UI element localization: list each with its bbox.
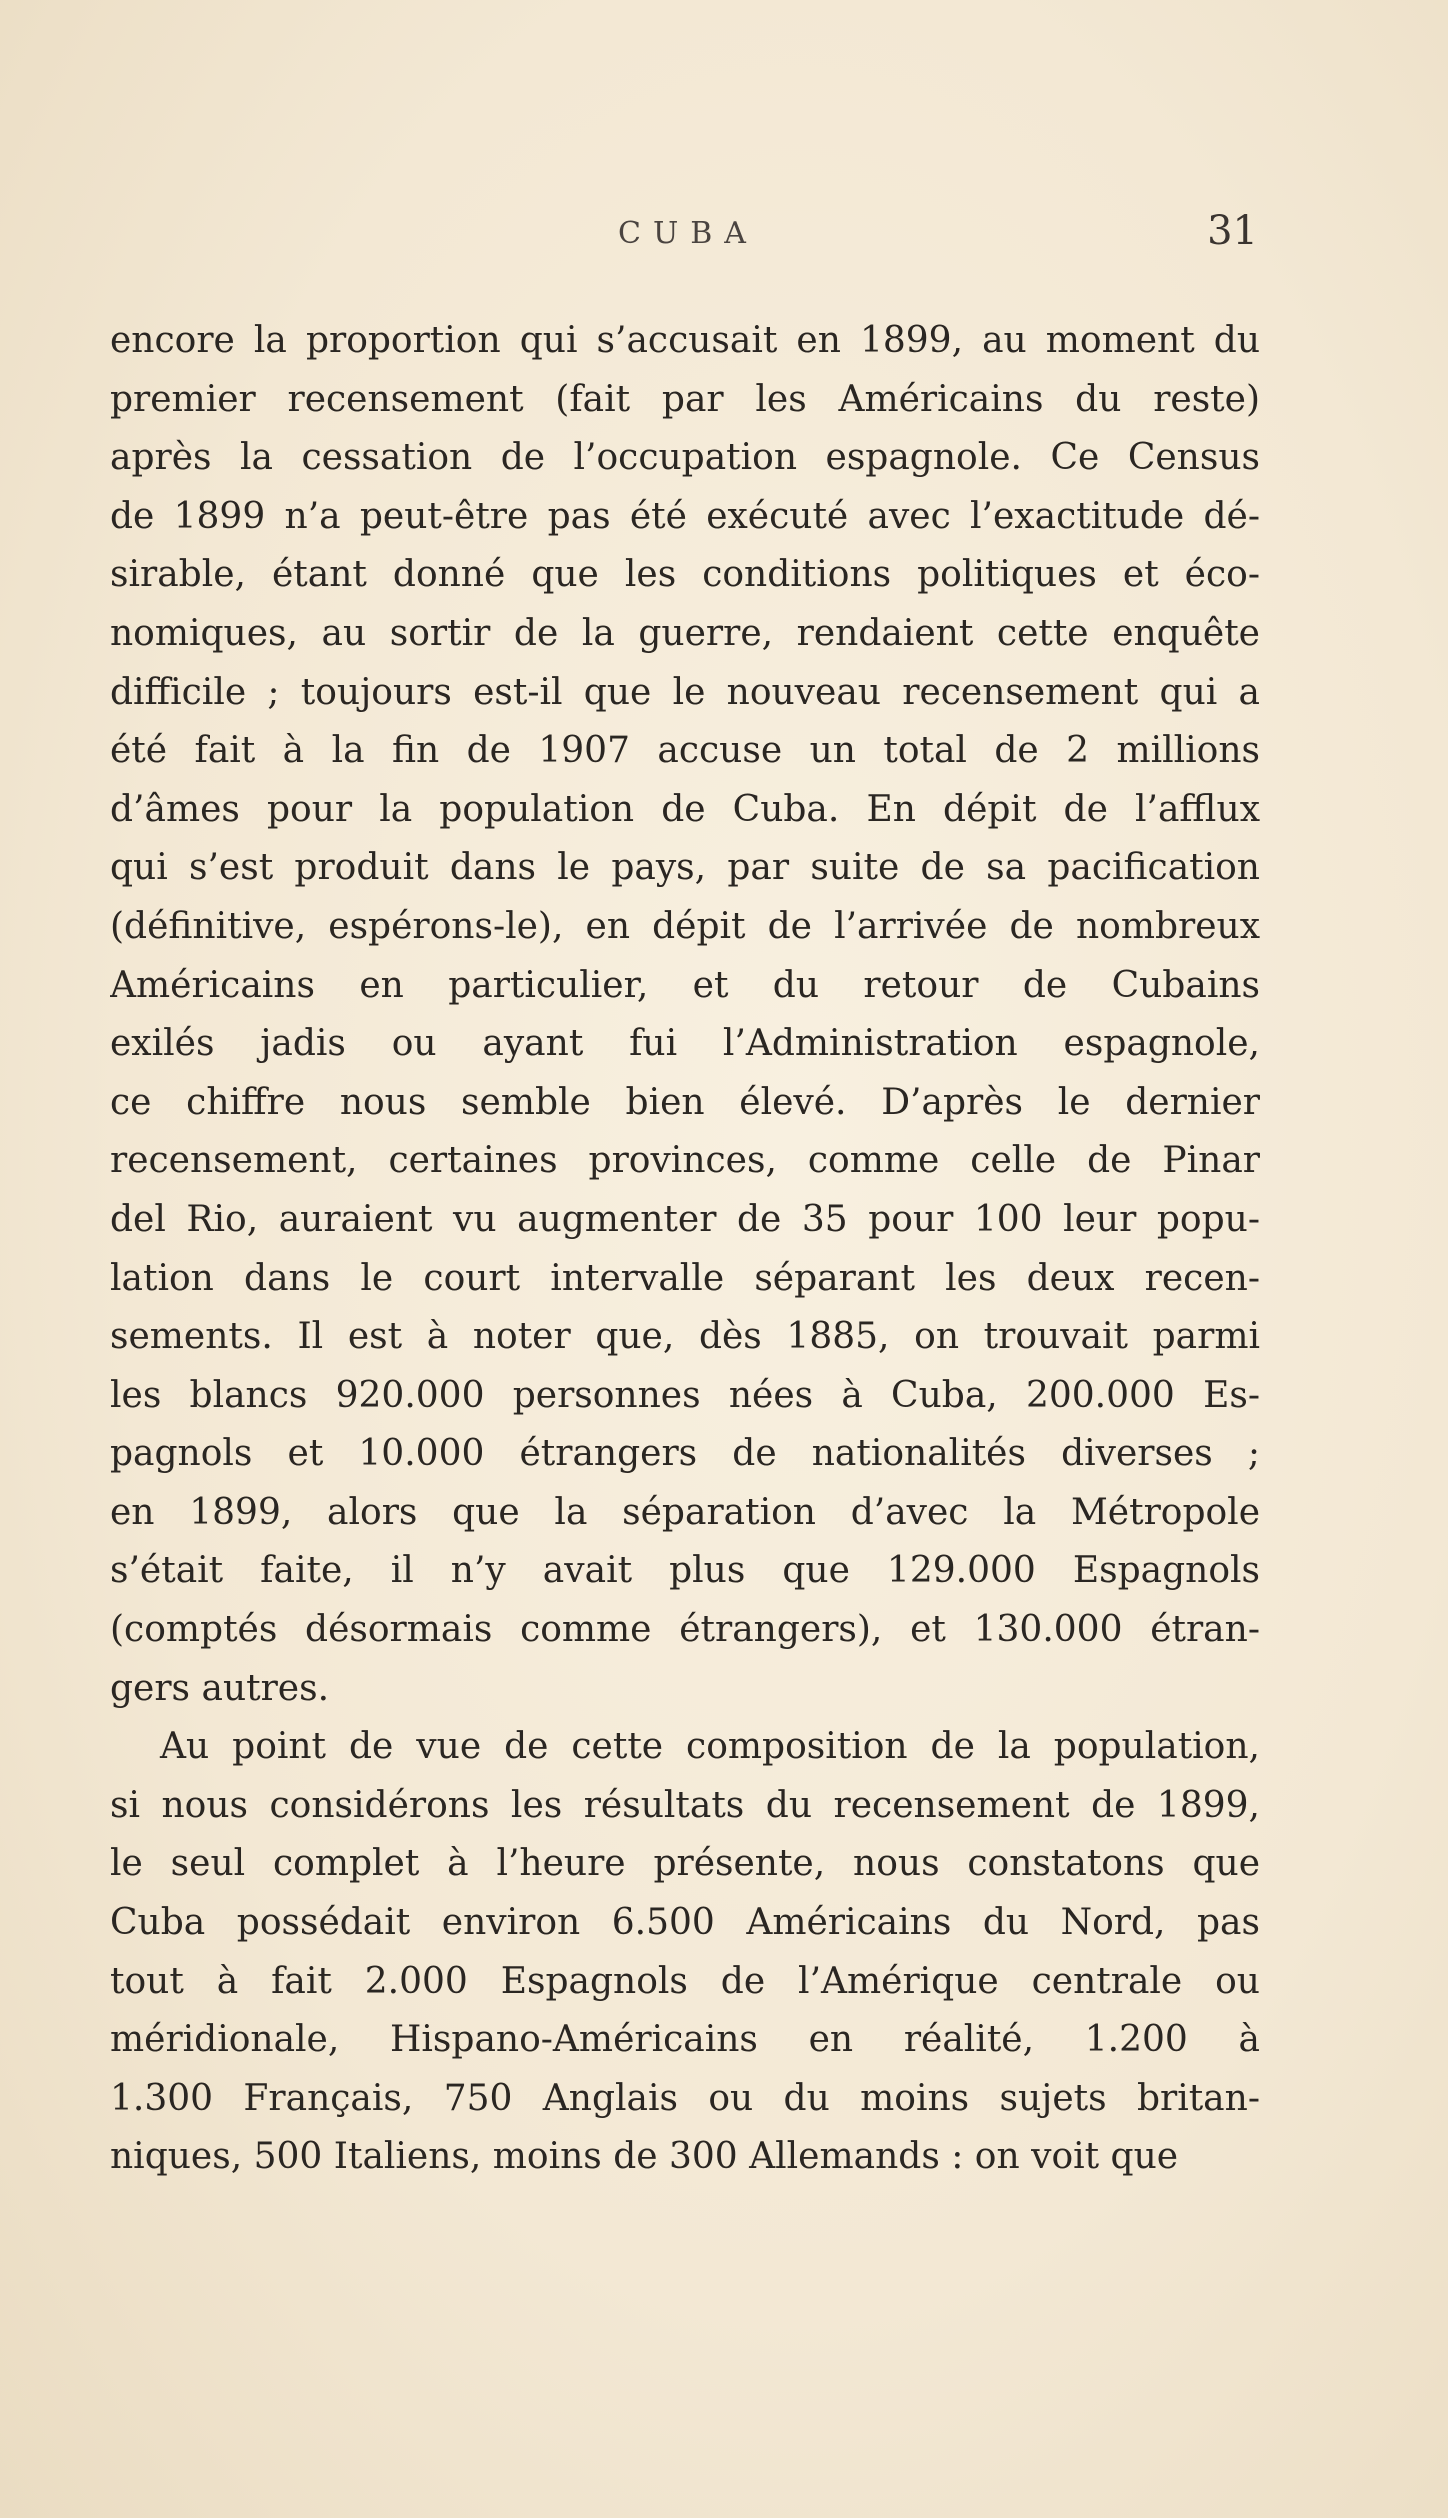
text-line: encore la proportion qui s’accusait en 1899, au moment du: [110, 320, 1260, 361]
text-line: (définitive, espérons-le), en dépit de l’arrivée de nombreux: [110, 905, 1260, 947]
page-header: [118, 208, 1258, 266]
text-line: Américains en particulier, et du retour de Cubains: [110, 964, 1260, 1006]
text-line: tout à fait 2.000 Espagnols de l’Amérique centrale ou: [110, 1960, 1260, 2002]
text-line: sirable, étant donné que les conditions politiques et éco-: [110, 554, 1260, 596]
text-line: niques, 500 Italiens, moins de 300 Allemands : on voit que: [110, 2136, 1179, 2178]
text-line: Au point de vue de cette composition de la population,: [160, 1726, 1260, 1768]
text-line: le seul complet à l’heure présente, nous constatons que: [110, 1843, 1260, 1885]
text-line: del Rio, auraient vu augmenter de 35 pour 100 leur popu-: [110, 1198, 1260, 1240]
text-line: 1.300 Français, 750 Anglais ou du moins sujets britan-: [110, 2077, 1260, 2119]
paragraph: [110, 312, 1260, 1718]
text-line: si nous considérons les résultats du recensement de 1899,: [110, 1784, 1260, 1826]
text-line: gers autres.: [110, 1667, 330, 1709]
text-line: lation dans le court intervalle séparant les deux recen-: [110, 1257, 1260, 1299]
text-line: de 1899 n’a peut-être pas été exécuté avec l’exactitude dé-: [110, 495, 1260, 537]
text-line: difficile ; toujours est-il que le nouveau recensement qui a: [110, 671, 1260, 713]
text-line: recensement, certaines provinces, comme celle de Pinar: [110, 1140, 1260, 1182]
text-line: pagnols et 10.000 étrangers de nationalités diverses ;: [110, 1433, 1260, 1475]
text-line: sements. Il est à noter que, dès 1885, on trouvait parmi: [110, 1316, 1260, 1358]
text-line: méridionale, Hispano-Américains en réalité, 1.200 à: [110, 2019, 1260, 2061]
text-line: après la cessation de l’occupation espagnole. Ce Census: [110, 437, 1260, 479]
text-line: premier recensement (fait par les Américains du reste): [110, 378, 1260, 420]
text-line: d’âmes pour la population de Cuba. En dépit de l’afflux: [110, 788, 1260, 830]
page-number: 31: [1207, 208, 1258, 254]
text-line: exilés jadis ou ayant fui l’Administration espagnole,: [110, 1023, 1260, 1065]
text-line: s’était faite, il n’y avait plus que 129.000 Espagnols: [110, 1550, 1260, 1592]
text-line: qui s’est produit dans le pays, par suite de sa pacification: [110, 847, 1260, 889]
text-line: en 1899, alors que la séparation d’avec la Métropole: [110, 1491, 1260, 1533]
text-line: ce chiffre nous semble bien élevé. D’après le dernier: [110, 1081, 1260, 1123]
paragraphs: [110, 312, 1260, 2187]
text-line: été fait à la fin de 1907 accuse un total de 2 millions: [110, 730, 1260, 772]
text-line: Cuba possédait environ 6.500 Américains du Nord, pas: [110, 1902, 1260, 1944]
paragraph: [110, 1718, 1260, 2187]
text-line: (comptés désormais comme étrangers), et 130.000 étran-: [110, 1609, 1260, 1651]
text-line: les blancs 920.000 personnes nées à Cuba, 200.000 Es-: [110, 1374, 1260, 1416]
text-line: nomiques, au sortir de la guerre, rendaient cette enquête: [110, 612, 1260, 654]
body-text: [110, 312, 1260, 2187]
running-title: CUBA: [618, 216, 758, 251]
